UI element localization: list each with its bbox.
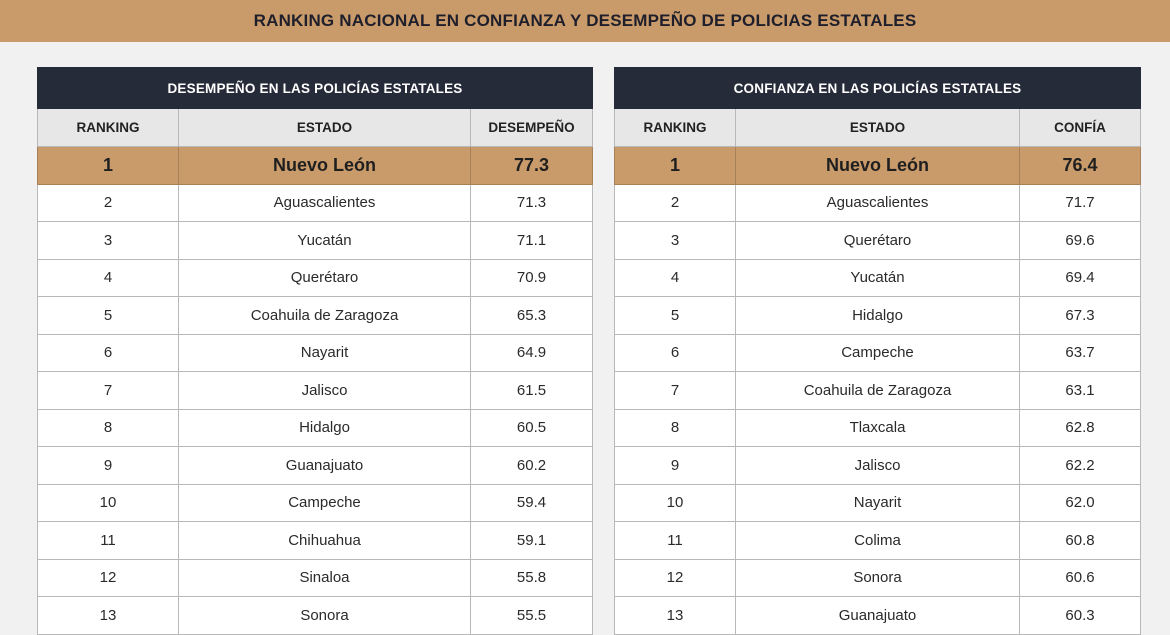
estado-cell: Campeche [179,484,471,522]
valor-cell: 70.9 [471,259,593,297]
table-row [615,597,1141,635]
table-row [38,297,593,335]
table-row [615,297,1141,335]
table-row [615,259,1141,297]
rank-cell: 12 [38,559,179,597]
table-row [38,559,593,597]
estado-cell: Campeche [736,334,1020,372]
rank-cell: 8 [38,409,179,447]
table-row [38,372,593,410]
estado-cell: Guanajuato [179,447,471,485]
estado-cell: Sonora [736,559,1020,597]
table-row [38,597,593,635]
column-header-confia: CONFÍA [1020,109,1141,147]
column-header-estado: ESTADO [736,109,1020,147]
estado-cell: Querétaro [736,222,1020,260]
table-row [615,222,1141,260]
confianza-table [614,67,1141,635]
table-row [38,447,593,485]
estado-cell: Sinaloa [179,559,471,597]
table-title: DESEMPEÑO EN LAS POLICÍAS ESTATALES [38,68,593,109]
estado-cell: Colima [736,522,1020,560]
rank-cell: 5 [38,297,179,335]
estado-cell: Yucatán [736,259,1020,297]
estado-cell: Sonora [179,597,471,635]
table-row [615,559,1141,597]
rank-cell: 3 [38,222,179,260]
table-row [38,222,593,260]
estado-cell: Aguascalientes [179,184,471,222]
table-row [615,372,1141,410]
rank-cell: 9 [38,447,179,485]
valor-cell: 62.0 [1020,484,1141,522]
estado-cell: Hidalgo [179,409,471,447]
valor-cell: 77.3 [471,147,593,185]
table-row [615,409,1141,447]
table-row [615,484,1141,522]
table-row [615,184,1141,222]
valor-cell: 63.1 [1020,372,1141,410]
valor-cell: 55.8 [471,559,593,597]
table-row [615,447,1141,485]
valor-cell: 65.3 [471,297,593,335]
rank-cell: 6 [38,334,179,372]
rank-cell: 11 [615,522,736,560]
estado-cell: Jalisco [179,372,471,410]
rank-cell: 6 [615,334,736,372]
table-row [38,334,593,372]
rank-cell: 10 [615,484,736,522]
valor-cell: 61.5 [471,372,593,410]
valor-cell: 59.4 [471,484,593,522]
rank-cell: 3 [615,222,736,260]
estado-cell: Hidalgo [736,297,1020,335]
table-row [615,522,1141,560]
table-title: CONFIANZA EN LAS POLICÍAS ESTATALES [615,68,1141,109]
rank-cell: 9 [615,447,736,485]
table-row [38,484,593,522]
valor-cell: 63.7 [1020,334,1141,372]
valor-cell: 60.3 [1020,597,1141,635]
table-row [38,184,593,222]
estado-cell: Coahuila de Zaragoza [736,372,1020,410]
rank-cell: 5 [615,297,736,335]
table-body [615,147,1141,635]
valor-cell: 60.6 [1020,559,1141,597]
valor-cell: 64.9 [471,334,593,372]
valor-cell: 60.2 [471,447,593,485]
desempeno-table [37,67,593,635]
valor-cell: 71.7 [1020,184,1141,222]
valor-cell: 76.4 [1020,147,1141,185]
valor-cell: 71.1 [471,222,593,260]
rank-cell: 8 [615,409,736,447]
estado-cell: Chihuahua [179,522,471,560]
valor-cell: 67.3 [1020,297,1141,335]
rank-cell: 1 [615,147,736,185]
table-row [38,259,593,297]
valor-cell: 69.4 [1020,259,1141,297]
page-title: RANKING NACIONAL EN CONFIANZA Y DESEMPEÑO DE POLICIAS ESTATALES [0,0,1170,42]
valor-cell: 62.2 [1020,447,1141,485]
table-body [38,147,593,635]
valor-cell: 60.8 [1020,522,1141,560]
estado-cell: Nuevo León [736,147,1020,185]
column-header-estado: ESTADO [179,109,471,147]
estado-cell: Querétaro [179,259,471,297]
estado-cell: Tlaxcala [736,409,1020,447]
column-header-desempeno: DESEMPEÑO [471,109,593,147]
estado-cell: Yucatán [179,222,471,260]
rank-cell: 10 [38,484,179,522]
rank-cell: 12 [615,559,736,597]
desempeno-panel [37,67,592,635]
rank-cell: 11 [38,522,179,560]
rank-cell: 13 [615,597,736,635]
estado-cell: Nayarit [736,484,1020,522]
valor-cell: 62.8 [1020,409,1141,447]
valor-cell: 55.5 [471,597,593,635]
column-header-ranking: RANKING [38,109,179,147]
valor-cell: 69.6 [1020,222,1141,260]
rank-cell: 2 [615,184,736,222]
valor-cell: 71.3 [471,184,593,222]
column-header-ranking: RANKING [615,109,736,147]
estado-cell: Coahuila de Zaragoza [179,297,471,335]
estado-cell: Aguascalientes [736,184,1020,222]
rank-cell: 4 [38,259,179,297]
table-row [38,147,593,185]
rank-cell: 2 [38,184,179,222]
rank-cell: 1 [38,147,179,185]
confianza-panel [614,67,1140,635]
rank-cell: 7 [615,372,736,410]
rank-cell: 7 [38,372,179,410]
valor-cell: 60.5 [471,409,593,447]
table-row [38,409,593,447]
valor-cell: 59.1 [471,522,593,560]
table-row [615,334,1141,372]
estado-cell: Guanajuato [736,597,1020,635]
table-row [38,522,593,560]
estado-cell: Nuevo León [179,147,471,185]
rank-cell: 4 [615,259,736,297]
estado-cell: Jalisco [736,447,1020,485]
table-row [615,147,1141,185]
rank-cell: 13 [38,597,179,635]
estado-cell: Nayarit [179,334,471,372]
